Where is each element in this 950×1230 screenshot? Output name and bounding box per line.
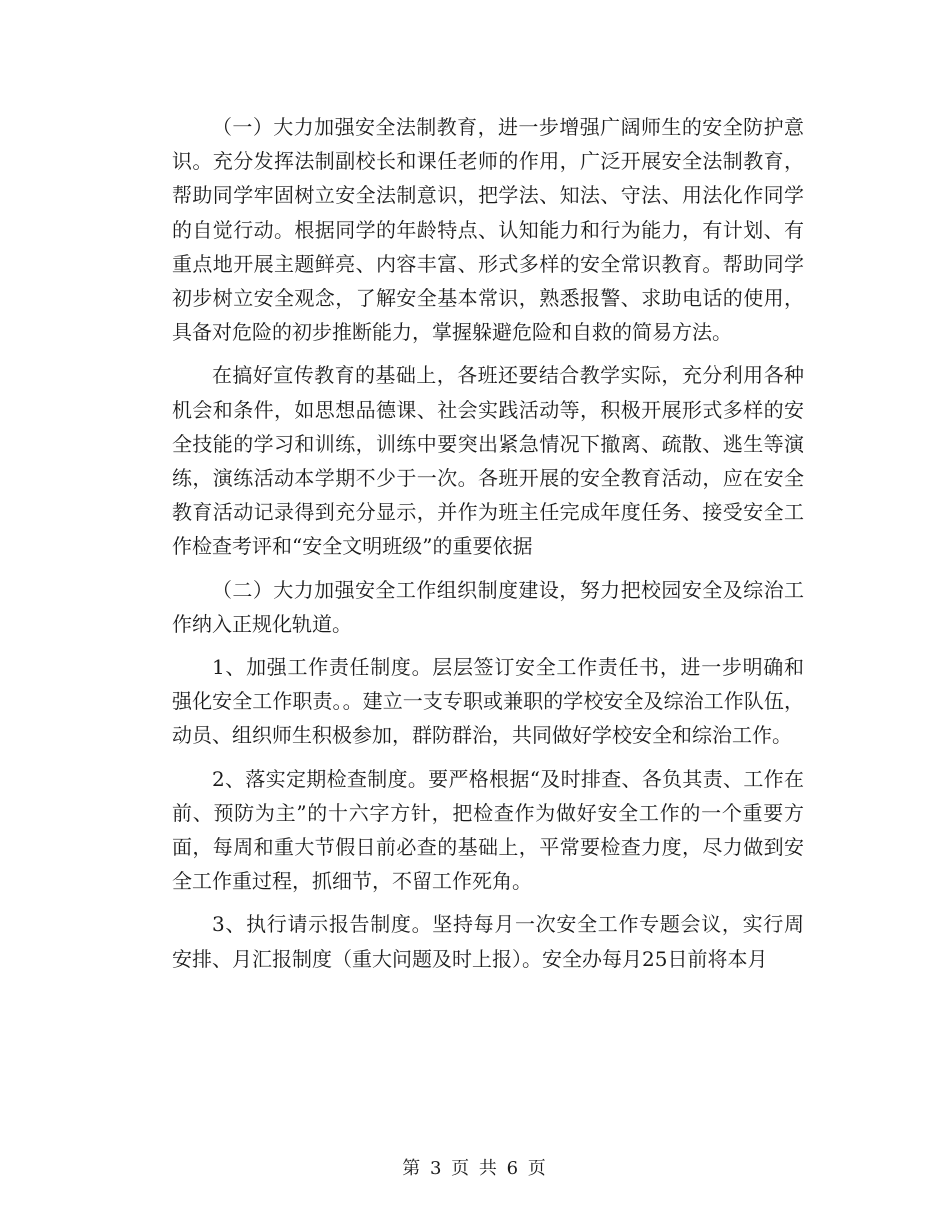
paragraph-reporting-system: 3、执行请示报告制度。坚持每月一次安全工作专题会议，实行周安排、月汇报制度（重大问题及时上报）。安全办每月25日前将本月 [172, 912, 804, 971]
paragraph-publicity-education: 在搞好宣传教育的基础上，各班还要结合教学实际，充分利用各种机会和条件，如思想品德课、社会实践活动等，积极开展形式多样的安全技能的学习和训练，训练中要突出紧急情况下撤离、疏散、逃生等演练，演练活动本学期不少于一次。各班开展的安全教育活动，应在安全教育活动记录得到充分显示，并作为班主任完成年度任务、接受安全工作检查考评和“安全文明班级”的重要依据 [172, 363, 804, 559]
document-body [172, 110, 804, 985]
paragraph-safety-law-education: （一）大力加强安全法制教育，进一步增强广阔师生的安全防护意识。充分发挥法制副校长和课任老师的作用，广泛开展安全法制教育，帮助同学牢固树立安全法制意识，把学法、知法、守法、用法化作同学的自觉行动。根据同学的年龄特点、认知能力和行为能力，有计划、有重点地开展主题鲜亮、内容丰富、形式多样的安全常识教育。帮助同学初步树立安全观念，了解安全基本常识，熟悉报警、求助电话的使用，具备对危险的初步推断能力，掌握躲避危险和自救的简易方法。 [172, 115, 804, 345]
paragraph-organization-system: （二）大力加强安全工作组织制度建设，努力把校园安全及综治工作纳入正规化轨道。 [172, 577, 804, 636]
page-number-footer: 第 3 页 共 6 页 [402, 1158, 548, 1179]
paragraph-inspection-system: 2、落实定期检查制度。要严格根据“及时排查、各负其责、工作在前、预防为主”的十六字方针，把检查作为做好安全工作的一个重要方面，每周和重大节假日前必查的基础上，平常要检查力度，尽力做到安全工作重过程，抓细节，不留工作死角。 [172, 766, 804, 894]
paragraph-responsibility-system: 1、加强工作责任制度。层层签订安全工作责任书，进一步明确和强化安全工作职责。。建立一支专职或兼职的学校安全及综治工作队伍，动员、组织师生积极参加，群防群治，共同做好学校安全和综治工作。 [172, 655, 804, 748]
